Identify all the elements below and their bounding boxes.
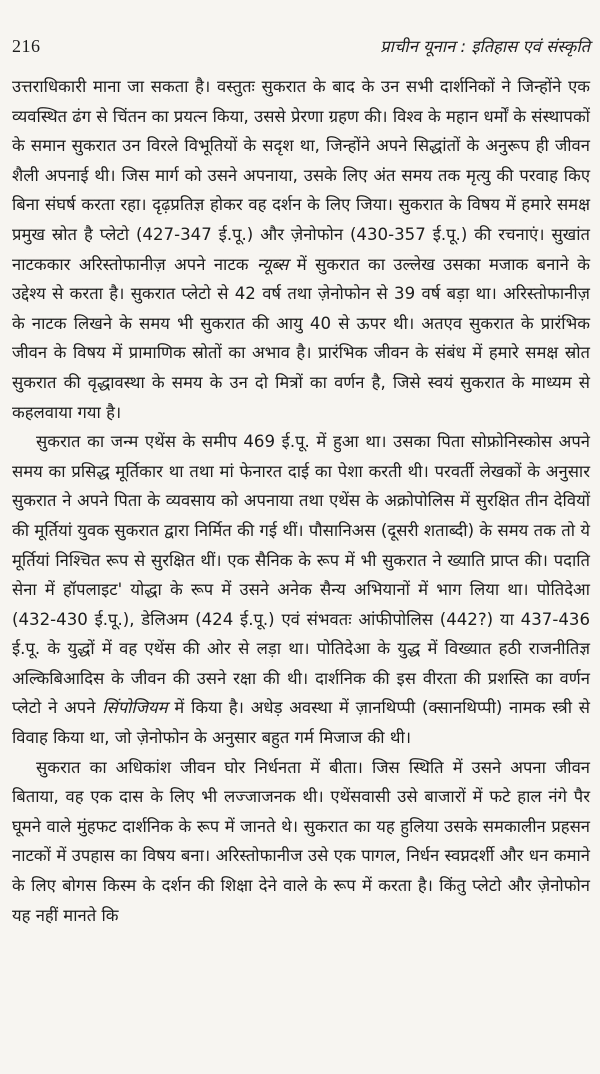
body-text xyxy=(12,72,590,930)
running-head: प्राचीन यूनान : इतिहास एवं संस्कृति xyxy=(380,37,590,56)
paragraph-2-text: सुकरात का जन्म एथेंस के समीप 469 ई.पू. में हुआ था। उसका पिता सोफ्रोनिस्कोस अपने समय का प्रसिद्ध मूर्तिकार था तथा मां फेनारत दाई का पेशा करती थी। परवर्ती लेखकों के अनुसार सुकरात ने अपने पिता के व्यवसाय को अपनाया तथा एथेंस के अक्रोपोलिस में सुरक्षित तीन देवियों की मूर्तियां युवक सुकरात द्वारा निर्मित की गई थीं। पौसानिअस (दूसरी शताब्दी) के समय तक तो ये मूर्तियां निश्चित रूप से सुरक्षित थीं। एक सैनिक के रूप में भी सुकरात ने ख्याति प्राप्त की। पदाति सेना में हॉपलाइट' योद्धा के रूप में उसने अनेक सैन्य अभियानों में भाग लिया था। पोतिदेआ (432-430 ई.पू.), डेलिअम (424 ई.पू.) एवं संभवतः आंफीपोलिस (442?) या 437-436 ई.पू. के युद्धों में वह एथेंस की ओर से लड़ा था। पोतिदेआ के युद्ध में विख्यात हठी राजनीतिज्ञ अल्किबिआदिस के जीवन की उसने रक्षा की थी। दार्शनिक की इस वीरता की प्रशस्ति का वर्णन प्लेटो ने अपने xyxy=(12,432,590,718)
paragraph-1-text: उत्तराधिकारी माना जा सकता है। वस्तुतः सुकरात के बाद के उन सभी दार्शनिकों ने जिन्होंने एक व्यवस्थित ढंग से चिंतन का प्रयत्न किया, उससे प्रेरणा ग्रहण की। विश्व के महान धर्मों के संस्थापकों के समान सुकरात उन विरले विभूतियों के सदृश था, जिन्होंने अपने सिद्धांतों के अनुरूप ही जीवन शैली अपनाई थी। जिस मार्ग को उसने अपनाया, उसके लिए अंत समय तक मृत्यु की परवाह किए बिना संघर्ष करता रहा। दृढ़प्रतिज्ञ होकर वह दर्शन के लिए जिया। सुकरात के विषय में हमारे समक्ष प्रमुख स्रोत है प्लेटो (427-347 ई.पू.) और ज़ेनोफोन (430-357 ई.पू.) की रचनाएं। सुखांत नाटककार अरिस्तोफानीज़ अपने नाटक xyxy=(12,77,590,274)
paragraph-3 xyxy=(12,753,590,931)
play-title-nubes: न्यूब्स xyxy=(256,254,289,274)
paragraph-2 xyxy=(12,427,590,753)
paragraph-1-text-end: में सुकरात का उल्लेख उसका मजाक बनाने के उद्देश्य से करता है। सुकरात प्लेटो से 42 वर्ष तथा ज़ेनोफोन से 39 वर्ष बड़ा था। अरिस्तोफानीज़ के नाटक लिखने के समय भी सुकरात की आयु 40 से ऊपर थी। अतएव सुकरात के प्रारंभिक जीवन के विषय में प्रामाणिक स्रोतों का अभाव है। प्रारंभिक जीवन के संबंध में हमारे समक्ष स्रोत सुकरात की वृद्धावस्था के समय के उन दो मित्रों का वर्णन है, जिसे स्वयं सुकरात के माध्यम से कहलवाया गया है। xyxy=(12,254,590,422)
page-number: 216 xyxy=(12,36,41,56)
paragraph-3-text: सुकरात का अधिकांश जीवन घोर निर्धनता में बीता। जिस स्थिति में उसने अपना जीवन बिताया, वह एक दास के लिए भी लज्जाजनक थी। एथेंसवासी उसे बाजारों में फटे हाल नंगे पैर घूमने वाले मुंहफट दार्शनिक के रूप में जानते थे। सुकरात का यह हुलिया उसके समकालीन प्रहसन नाटकों में उपहास का विषय बना। अरिस्तोफानीज उसे एक पागल, निर्धन स्वप्नदर्शी और धन कमाने के लिए बोगस किस्म के दर्शन की शिक्षा देने वाले के रूप में करता है। किंतु प्लेटो और ज़ेनोफोन यह नहीं मानते कि xyxy=(12,757,590,925)
paragraph-2-text-end: में किया है। अधेड़ अवस्था में ज़ानथिप्पी (क्सानथिप्पी) नामक स्त्री से विवाह किया था, जो ज़ेनोफोन के अनुसार बहुत गर्म मिजाज की थी। xyxy=(12,698,590,748)
work-title-symposium: सिंपोजियम xyxy=(102,698,168,718)
page-header xyxy=(12,34,590,72)
paragraph-1 xyxy=(12,72,590,427)
